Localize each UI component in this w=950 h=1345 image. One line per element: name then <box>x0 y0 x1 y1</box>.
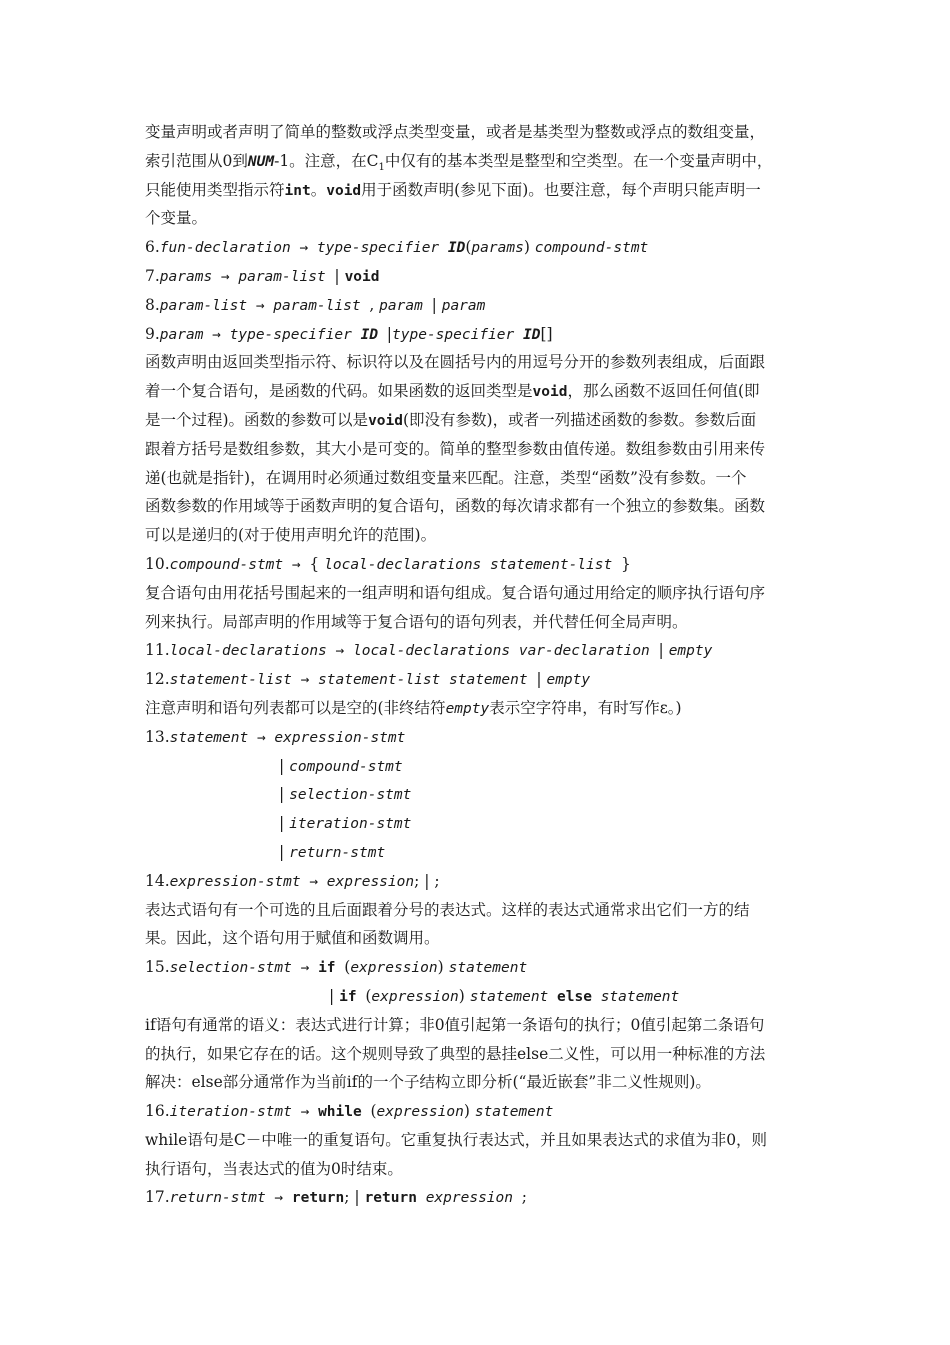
text-segment: 7. <box>145 266 160 285</box>
keyword-text: return <box>364 1190 426 1207</box>
grammar-symbol-text: iteration-stmt → <box>169 1104 319 1121</box>
text-segment: 果。因此，这个语句用于赋值和函数调用。 <box>145 929 440 948</box>
text-line <box>145 348 813 377</box>
keyword-text: int <box>284 182 311 199</box>
keyword-text: return <box>291 1190 345 1207</box>
text-segment: ; | ; <box>414 871 440 890</box>
grammar-symbol-text: param <box>379 297 432 314</box>
grammar-symbol-text: statement-list → statement-list statement <box>169 672 537 689</box>
text-segment: 8. <box>145 295 160 314</box>
text-segment: 6. <box>145 238 160 257</box>
text-segment: (即没有参数)，或者一列描述函数的参数。参数后面 <box>402 410 757 429</box>
text-segment: 12. <box>145 670 170 689</box>
text-line <box>145 694 813 723</box>
text-segment: 着一个复合语句，是函数的代码。如果函数的返回类型是 <box>145 382 533 401</box>
grammar-symbol-text: empty <box>445 700 490 717</box>
grammar-symbol-text: statement → expression-stmt <box>169 729 406 746</box>
text-segment: ( <box>344 958 351 977</box>
text-segment: 跟着方括号是数组参数，其大小是可变的。简单的整型参数由值传递。数组参数由引用来传 <box>145 439 766 458</box>
text-line <box>145 665 813 694</box>
text-line <box>145 723 813 752</box>
text-segment: 索引范围从0到 <box>145 151 248 170</box>
text-line <box>145 1011 813 1040</box>
grammar-symbol-text: statement <box>474 1104 554 1121</box>
keyword-text: while <box>318 1104 371 1121</box>
grammar-symbol-text: ID <box>522 326 541 343</box>
text-line <box>145 924 813 953</box>
text-line <box>145 406 813 435</box>
grammar-symbol-text: param → type-specifier <box>159 326 361 343</box>
text-segment: | <box>279 785 290 804</box>
grammar-symbol-text: statement <box>469 988 558 1005</box>
text-segment: | <box>279 756 290 775</box>
grammar-symbol-text: local-declarations → local-declarations var-declaration <box>169 643 659 660</box>
text-segment: if语句有通常的语义：表达式进行计算；非0值引起第一条语句的执行；0值引起第二条语句 <box>145 1015 765 1034</box>
text-segment: | <box>329 986 340 1005</box>
text-segment: | <box>536 670 547 689</box>
grammar-symbol-text: params → param-list <box>159 268 335 285</box>
text-segment: 15. <box>145 958 170 977</box>
keyword-text: void <box>368 412 403 429</box>
grammar-symbol-text: statement <box>600 988 680 1005</box>
text-line <box>145 809 813 838</box>
grammar-symbol-text: local-declarations statement-list <box>324 556 621 573</box>
text-segment: 9. <box>145 324 160 343</box>
document-body <box>145 118 813 1212</box>
grammar-symbol-text: empty <box>668 643 713 660</box>
text-segment: { <box>309 554 325 573</box>
text-line <box>145 953 813 982</box>
text-segment: while语句是C－中唯一的重复语句。它重复执行表达式，并且如果表达式的求值为非0，则 <box>145 1130 768 1149</box>
text-line <box>145 521 813 550</box>
text-line <box>145 1155 813 1184</box>
text-line <box>145 204 813 233</box>
grammar-symbol-text: compound-stmt <box>534 240 649 257</box>
text-line <box>145 464 813 493</box>
text-segment: ( <box>465 238 472 257</box>
text-segment: } <box>620 554 631 573</box>
text-line <box>145 579 813 608</box>
text-segment: | <box>386 324 393 343</box>
text-line <box>145 1040 813 1069</box>
text-segment: 执行语句，当表达式的值为0时结束。 <box>145 1159 403 1178</box>
text-segment: 函数声明由返回类型指示符、标识符以及在圆括号内的用逗号分开的参数列表组成，后面跟 <box>145 353 766 372</box>
text-segment: 函数参数的作用域等于函数声明的复合语句，函数的每次请求都有一个独立的参数集。函数 <box>145 497 766 516</box>
text-segment: 个变量。 <box>145 209 208 228</box>
text-segment: ( <box>365 986 372 1005</box>
text-segment: 表达式语句有一个可选的且后面跟着分号的表达式。这样的表达式通常求出它们一方的结 <box>145 900 750 919</box>
grammar-symbol-text: fun-declaration → type-specifier <box>159 240 448 257</box>
text-line <box>145 636 813 665</box>
text-line <box>145 982 813 1011</box>
text-line <box>145 118 813 147</box>
text-segment: 表示空字符串，有时写作ε。) <box>489 698 682 717</box>
text-line <box>145 867 813 896</box>
grammar-symbol-text: NUM <box>247 153 275 170</box>
text-segment: ( <box>370 1102 377 1121</box>
text-segment: 复合语句由用花括号围起来的一组声明和语句组成。复合语句通过用给定的顺序执行语句序 <box>145 583 766 602</box>
text-segment: 用于函数声明(参见下面)。也要注意，每个声明只能声明一 <box>361 180 761 199</box>
text-line <box>145 147 813 176</box>
grammar-symbol-text: expression <box>350 960 438 977</box>
text-segment: 的执行，如果它存在的话。这个规则导致了典型的悬挂else二义性，可以用一种标准的方法 <box>145 1044 766 1063</box>
keyword-text: void <box>344 268 380 285</box>
text-segment: 变量声明或者声明了简单的整数或浮点类型变量，或者是基类型为整数或浮点的数组变量， <box>145 123 766 141</box>
grammar-symbol-text: ID <box>447 240 466 257</box>
text-segment: 解决：else部分通常作为当前if的一个子结构立即分析(“最近嵌套”非二义性规则)。 <box>145 1073 711 1092</box>
text-segment: ) <box>463 1102 475 1121</box>
text-segment: ) <box>523 238 535 257</box>
grammar-symbol-text: iteration-stmt <box>289 816 412 833</box>
text-line <box>145 492 813 521</box>
text-segment: | <box>279 842 290 861</box>
text-segment: 列来执行。局部声明的作用域等于复合语句的语句列表，并代替任何全局声明。 <box>145 612 688 631</box>
text-segment: 13. <box>145 727 170 746</box>
text-line <box>145 752 813 781</box>
text-segment: [] <box>540 324 553 343</box>
grammar-symbol-text: expression-stmt → expression <box>169 873 415 890</box>
text-line <box>145 291 813 320</box>
text-segment: ，那么函数不返回任何值(即 <box>567 382 760 401</box>
text-segment: ) <box>437 958 449 977</box>
text-segment: 1 <box>378 161 385 173</box>
keyword-text: if <box>318 960 345 977</box>
text-segment: 11. <box>145 641 170 660</box>
grammar-symbol-text: statement <box>448 960 528 977</box>
grammar-symbol-text: expression <box>371 988 459 1005</box>
text-segment: , <box>369 295 380 314</box>
grammar-symbol-text: expression <box>376 1104 464 1121</box>
text-segment: 是一个过程)。函数的参数可以是 <box>145 410 369 429</box>
text-line <box>145 262 813 291</box>
grammar-symbol-text: expression <box>425 1190 522 1207</box>
text-segment: -1。注意，在C <box>274 151 379 170</box>
text-line <box>145 435 813 464</box>
text-line <box>145 838 813 867</box>
grammar-symbol-text: return-stmt <box>289 844 386 861</box>
grammar-symbol-text: param-list → param-list <box>159 297 370 314</box>
text-line <box>145 608 813 637</box>
grammar-symbol-text: params <box>471 240 524 257</box>
grammar-symbol-text: empty <box>546 672 591 689</box>
text-segment: 17. <box>145 1188 170 1207</box>
text-segment: | <box>279 814 290 833</box>
text-segment: 只能使用类型指示符 <box>145 180 285 199</box>
text-line <box>145 320 813 349</box>
text-line <box>145 1126 813 1155</box>
text-segment: | <box>658 641 669 660</box>
text-segment: 递(也就是指针)，在调用时必须通过数组变量来匹配。注意，类型“函数”没有参数。一个 <box>145 468 747 487</box>
text-segment: 14. <box>145 871 170 890</box>
text-line <box>145 550 813 579</box>
grammar-symbol-text: param <box>441 297 486 314</box>
text-segment: 。 <box>310 180 327 199</box>
text-line <box>145 1097 813 1126</box>
text-line <box>145 233 813 262</box>
text-segment: ) <box>458 986 470 1005</box>
text-line <box>145 780 813 809</box>
text-segment: | <box>334 266 345 285</box>
text-segment: 可以是递归的(对于使用声明允许的范围)。 <box>145 526 437 545</box>
text-segment: 10. <box>145 554 170 573</box>
text-line <box>145 896 813 925</box>
grammar-symbol-text: return-stmt → <box>169 1190 292 1207</box>
grammar-symbol-text: type-specifier <box>392 326 523 343</box>
keyword-text: else <box>557 988 601 1005</box>
grammar-symbol-text: selection-stmt <box>289 787 412 804</box>
text-segment: | <box>431 295 442 314</box>
text-segment: 注意声明和语句列表都可以是空的(非终结符 <box>145 698 446 717</box>
text-line <box>145 377 813 406</box>
grammar-symbol-text: selection-stmt → <box>169 960 319 977</box>
text-line <box>145 1068 813 1097</box>
keyword-text: if <box>339 988 366 1005</box>
text-segment: ; | <box>344 1188 365 1207</box>
keyword-text: void <box>532 384 568 401</box>
grammar-symbol-text: compound-stmt <box>289 758 403 775</box>
text-line <box>145 1183 813 1212</box>
text-segment: 中仅有的基本类型是整型和空类型。在一个变量声明中， <box>384 151 773 170</box>
keyword-text: void <box>326 182 362 199</box>
grammar-symbol-text: ID <box>360 326 387 343</box>
grammar-symbol-text: compound-stmt → <box>169 556 310 573</box>
text-segment: 16. <box>145 1102 170 1121</box>
text-segment: ; <box>521 1188 527 1207</box>
text-line <box>145 176 813 205</box>
